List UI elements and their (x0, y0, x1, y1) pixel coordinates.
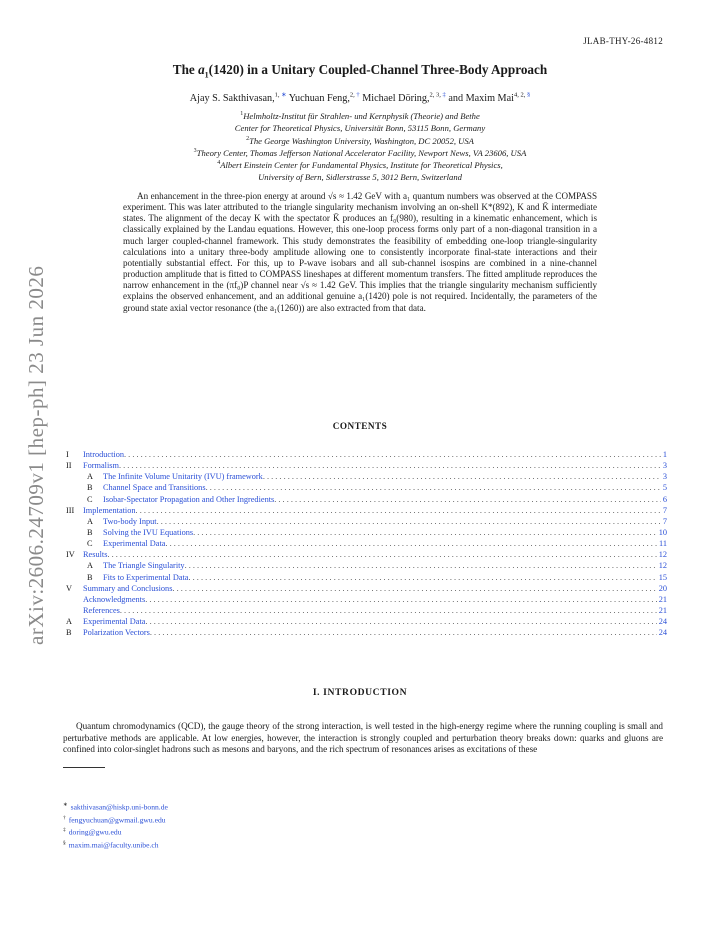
toc-entry[interactable] (66, 594, 667, 605)
toc-page-link[interactable]: 1 (662, 450, 667, 459)
toc-number: A (87, 472, 93, 482)
toc-entry[interactable] (66, 527, 667, 538)
toc-title-link[interactable]: Summary and Conclusions (83, 583, 173, 593)
toc-title-link[interactable]: Results (83, 550, 108, 560)
footnote: ‡ doring@gwu.edu (63, 827, 122, 837)
toc-page-link[interactable]: 24 (658, 628, 667, 638)
affiliation-line: University of Bern, Sidlerstrasse 5, 3012 Bern, Switzerland (258, 172, 462, 183)
author: and Maxim Mai$^{4, 2, \S}$ (448, 92, 531, 105)
toc-entry[interactable] (66, 449, 667, 460)
arxiv-identifier-stamp (5, 245, 55, 645)
table-of-contents (66, 449, 667, 638)
footnote-link[interactable]: † (354, 92, 360, 99)
toc-title-link[interactable]: Fits to Experimental Data (103, 572, 189, 582)
footnote-divider (63, 767, 105, 768)
introduction-paragraph: Quantum chromodynamics (QCD), the gauge theory of the strong interaction, is well tested in the high-energy regime where the running coupling is small and perturbative methods are applicable. At low energies, however, the interaction is strongly coupled and perturbation theory breaks down: quarks and gluons are confined into color-singlet hadrons such as mesons and baryons, and the rich spectrum of resonances arises as excitations of these (63, 721, 663, 754)
toc-entry[interactable] (66, 505, 667, 516)
toc-page-link[interactable]: 15 (658, 572, 667, 582)
toc-page-link[interactable]: 5 (662, 483, 667, 493)
toc-page-link[interactable]: 20 (658, 583, 667, 593)
affiliation-line: Center for Theoretical Physics, Universität Bonn, 53115 Bonn, Germany (234, 123, 486, 134)
toc-title-link[interactable]: Experimental Data (103, 539, 166, 549)
email-link[interactable]: maxim.mai@faculty.unibe.ch (68, 840, 159, 850)
footnote-link[interactable]: § (525, 92, 531, 99)
toc-entry[interactable] (66, 482, 667, 493)
toc-entry[interactable] (66, 583, 667, 594)
toc-page-link[interactable]: 11 (659, 539, 667, 549)
toc-title-link[interactable]: Two-body Input (103, 516, 157, 526)
toc-leader-dots (185, 560, 657, 571)
toc-page-link[interactable]: 3 (662, 461, 667, 471)
affiliation-line: $^1$Helmholtz-Institut für Strahlen- und Kernphysik (Theorie) and Bethe (240, 110, 480, 121)
toc-entry[interactable] (66, 538, 667, 549)
author: Ajay S. Sakthivasan,$^{1, ∗}$ (189, 92, 287, 105)
paper-title: The $a_1(1420)$ in a Unitary Coupled-Channel Three-Body Approach (172, 62, 548, 80)
footnote: ∗ sakthivasan@hiskp.uni-bonn.de (63, 802, 168, 812)
toc-page-link[interactable]: 21 (658, 594, 667, 604)
toc-title-link[interactable]: Channel Space and Transitions (103, 483, 206, 493)
toc-page-link[interactable]: 21 (658, 605, 667, 615)
toc-title-link[interactable]: Solving the IVU Equations (103, 527, 194, 537)
toc-leader-dots (119, 460, 661, 471)
affiliation-line: $^4$Albert Einstein Center for Fundamental Physics, Institute for Theoretical Physics, (217, 159, 503, 170)
toc-leader-dots (145, 594, 656, 605)
toc-leader-dots (107, 549, 656, 560)
report-number: JLAB-THY-26-4812 (583, 36, 663, 46)
section-heading-introduction: I. INTRODUCTION (312, 687, 408, 698)
toc-leader-dots (157, 516, 661, 527)
footnote: § maxim.mai@faculty.unibe.ch (63, 840, 159, 850)
toc-number (66, 594, 83, 605)
toc-number: II (66, 461, 72, 471)
toc-number: B (66, 628, 72, 638)
toc-number: A (87, 516, 93, 526)
toc-title-link[interactable]: The Triangle Singularity (103, 561, 185, 571)
toc-number: B (87, 483, 93, 493)
toc-entry[interactable] (66, 494, 667, 505)
arxiv-id-text: arXiv:2606.24709v1 [hep-ph] 23 Jun 2026 (24, 265, 48, 645)
toc-title-link[interactable]: Implementation (83, 505, 136, 515)
email-link[interactable]: sakthivasan@hiskp.uni-bonn.de (70, 802, 168, 812)
author: Yuchuan Feng,$^{2, \dagger}$ (288, 92, 360, 105)
toc-leader-dots (145, 616, 656, 627)
toc-leader-dots (165, 538, 657, 549)
toc-title-link[interactable]: The Infinite Volume Unitarity (IVU) framework (103, 472, 263, 482)
toc-leader-dots (172, 583, 656, 594)
toc-page-link[interactable]: 12 (658, 561, 667, 571)
toc-entry[interactable] (66, 627, 667, 638)
toc-number: V (66, 583, 72, 593)
toc-title-link[interactable]: Experimental Data (83, 617, 146, 627)
affiliation-line: $^2$The George Washington University, Washington, DC 20052, USA (246, 135, 474, 146)
toc-number: B (87, 527, 93, 537)
toc-entry[interactable] (66, 572, 667, 583)
toc-entry[interactable] (66, 460, 667, 471)
toc-number: B (87, 572, 93, 582)
affiliation-line: $^3$Theory Center, Thomas Jefferson National Accelerator Facility, Newport News, VA 23606, USA (193, 147, 527, 158)
author-list (0, 91, 720, 104)
toc-number (66, 605, 83, 616)
footnote-link[interactable]: ‡ (440, 92, 446, 99)
affiliation-list (0, 109, 720, 183)
toc-entry[interactable] (66, 605, 667, 616)
abstract: An enhancement in the three-pion energy at around √s ≈ 1.42 GeV with a₁ quantum numbers was observed at the COMPASS experiment. This was later attributed to the triangle singularity mechanism involving an on-shell K*(892), K and K̄ intermediate states. The alignment of the decay K with the spectator K̄ produces an f₀(980), resulting in a kinematic enhancement, which is classically explained by the Landau equations. However, this one-loop process forms only part of a non-diagonal transition in a much larger coupled-channel framework. This study demonstrates the feasibility of embedding one-loop triangle-singularity calculations into a unitary three-body amplitude allowing one to consistently incorporate final-state interactions and their potentially substantial effect. For this, up to P-wave isobars and all sub-channel isospins are combined in a nine-channel production amplitude that is fitted to COMPASS lineshapes at different momentum transfers. The fitted amplitude reproduces the narrow enhancement in the (πf₀)P channel near √s ≈ 1.42 GeV. This implies that the triangle singularity mechanism sufficiently explains the observed enhancement, and an additional genuine a₁(1420) pole is not required. Incidentally, the parameters of the ground state axial vector resonance (the a₁(1260)) are also extracted from that data. (123, 191, 597, 313)
toc-number: IV (66, 550, 75, 560)
toc-leader-dots (120, 605, 657, 616)
footnote-link[interactable]: ∗ (279, 92, 287, 99)
email-link[interactable]: fengyuchuan@gwmail.gwu.edu (68, 815, 166, 825)
toc-entry[interactable] (66, 549, 667, 560)
toc-page-link[interactable]: 24 (658, 617, 667, 627)
toc-entry[interactable] (66, 471, 667, 482)
toc-title-link[interactable]: Isobar-Spectator Propagation and Other Ingredients (103, 494, 275, 504)
footnotes (63, 800, 168, 851)
toc-page-link[interactable]: 6 (662, 494, 667, 504)
toc-number: A (87, 561, 93, 571)
toc-page-link[interactable]: 3 (662, 472, 667, 482)
toc-entry[interactable] (66, 516, 667, 527)
toc-page-link[interactable]: 7 (662, 505, 667, 515)
toc-entry[interactable] (66, 616, 667, 627)
toc-page-link[interactable]: 12 (658, 550, 667, 560)
toc-leader-dots (274, 494, 661, 505)
toc-title-link[interactable]: Formalism (83, 461, 119, 471)
toc-leader-dots (124, 449, 661, 460)
toc-title-link[interactable]: Acknowledgments (83, 594, 146, 604)
toc-title-link[interactable]: Polarization Vectors (83, 628, 150, 638)
toc-number: C (87, 494, 93, 504)
contents-heading: CONTENTS (332, 421, 388, 431)
toc-leader-dots (189, 572, 657, 583)
author: Michael Döring,$^{2, 3, \ddagger}$ (362, 92, 446, 105)
toc-number: A (66, 617, 72, 627)
email-link[interactable]: doring@gwu.edu (68, 828, 122, 837)
toc-page-link[interactable]: 7 (662, 516, 667, 526)
footnote: † fengyuchuan@gwmail.gwu.edu (63, 814, 166, 825)
toc-leader-dots (136, 505, 661, 516)
toc-leader-dots (263, 471, 661, 482)
toc-page-link[interactable]: 10 (658, 527, 667, 537)
toc-number: III (66, 505, 75, 515)
toc-leader-dots (150, 627, 657, 638)
toc-title-link[interactable]: References (83, 605, 120, 615)
toc-leader-dots (193, 527, 657, 538)
toc-number: I (66, 450, 69, 459)
toc-number: C (87, 539, 93, 549)
toc-entry[interactable] (66, 560, 667, 571)
toc-leader-dots (206, 482, 661, 493)
toc-title-link[interactable]: Introduction (83, 450, 125, 459)
